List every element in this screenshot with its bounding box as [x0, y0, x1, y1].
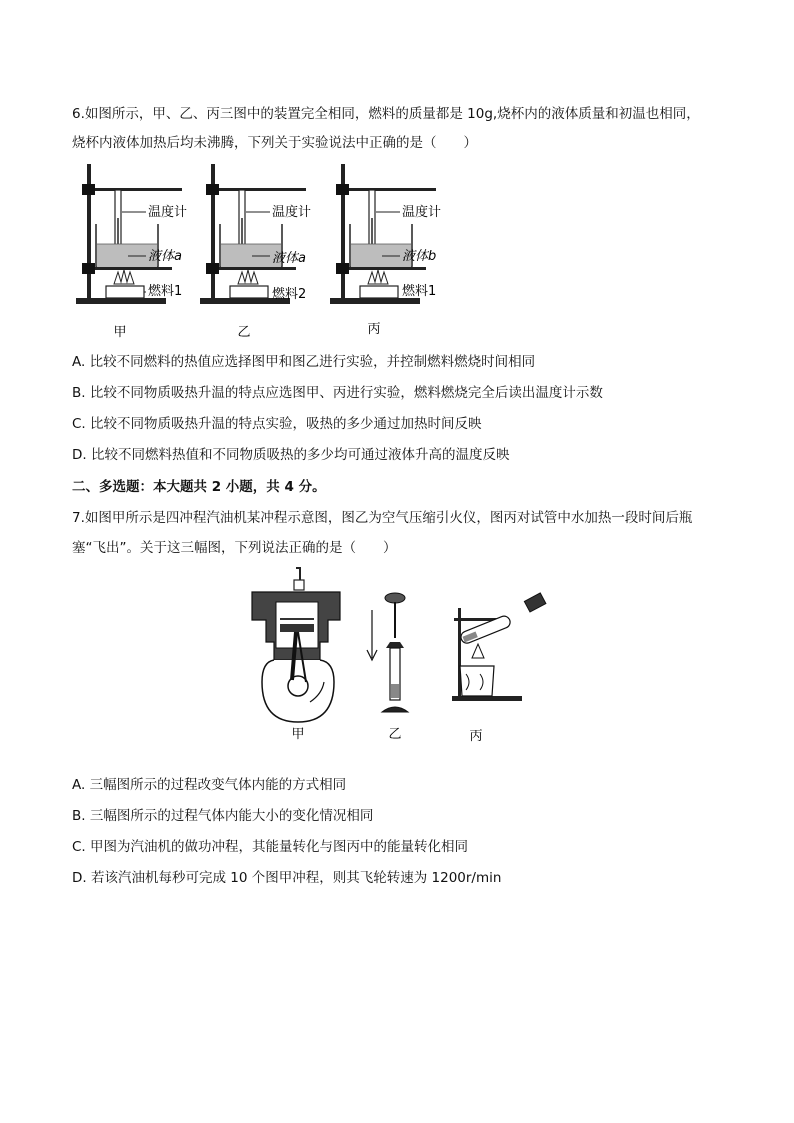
- q6-option-c: C. 比较不同物质吸热升温的特点实验，吸热的多少通过加热时间反映: [72, 416, 482, 432]
- q6-figure: [68, 158, 468, 340]
- label-fuel-jia: 燃料1: [148, 284, 183, 299]
- rig-bing: [330, 164, 441, 337]
- caption-yi-q7: 乙: [388, 727, 402, 742]
- caption-jia-q7: 甲: [291, 727, 305, 742]
- engine-diagram: [252, 568, 340, 742]
- q7-stem-line2: 塞“飞出”。关于这三幅图，下列说法正确的是（ ）: [72, 540, 397, 556]
- q7-option-d: D. 若该汽油机每秒可完成 10 个图甲冲程，则其飞轮转速为 1200r/min: [72, 870, 502, 886]
- caption-jia: 甲: [113, 325, 127, 340]
- test-tube-setup: [452, 593, 546, 744]
- q6-stem-line2: 烧杯内液体加热后均未沸腾，下列关于实验说法中正确的是（ ）: [72, 135, 477, 151]
- label-fuel-yi: 燃料2: [272, 287, 307, 302]
- caption-yi: 乙: [237, 325, 251, 340]
- fire-syringe: [367, 593, 408, 742]
- q7-option-b: B. 三幅图所示的过程气体内能大小的变化情况相同: [72, 808, 374, 824]
- label-thermometer-yi: 温度计: [272, 205, 312, 220]
- label-liquid-bing: 液体b: [402, 249, 437, 264]
- label-thermometer-bing: 温度计: [402, 205, 442, 220]
- q6-option-a: A. 比较不同燃料的热值应选择图甲和图乙进行实验，并控制燃料燃烧时间相同: [72, 354, 536, 370]
- label-fuel-bing: 燃料1: [402, 284, 437, 299]
- q6-option-b: B. 比较不同物质吸热升温的特点应选图甲、丙进行实验，燃料燃烧完全后读出温度计示数: [72, 385, 603, 401]
- q6-stem-line1: 6.如图所示，甲、乙、丙三图中的装置完全相同，燃料的质量都是 10g,烧杯内的液体质量和初温也相同，: [72, 106, 700, 122]
- rig-yi: [200, 164, 311, 340]
- label-liquid-yi: 液体a: [272, 251, 306, 266]
- q6-option-d: D. 比较不同燃料热值和不同物质吸热的多少均可通过液体升高的温度反映: [72, 447, 510, 463]
- rig-jia: [76, 164, 187, 340]
- q7-option-c: C. 甲图为汽油机的做功冲程，其能量转化与图丙中的能量转化相同: [72, 839, 469, 855]
- stopper-icon: [524, 593, 546, 612]
- q7-figure: [240, 562, 550, 752]
- section-heading: 二、多选题：本大题共 2 小题，共 4 分。: [72, 479, 326, 495]
- q7-option-a: A. 三幅图所示的过程改变气体内能的方式相同: [72, 777, 347, 793]
- label-thermometer-jia: 温度计: [148, 205, 188, 220]
- caption-bing-q7: 丙: [469, 729, 483, 744]
- caption-bing: 丙: [367, 322, 381, 337]
- q7-stem-line1: 7.如图甲所示是四冲程汽油机某冲程示意图，图乙为空气压缩引火仪，图丙对试管中水加热一段时间后瓶: [72, 510, 693, 526]
- label-liquid-jia: 液体a: [148, 249, 182, 264]
